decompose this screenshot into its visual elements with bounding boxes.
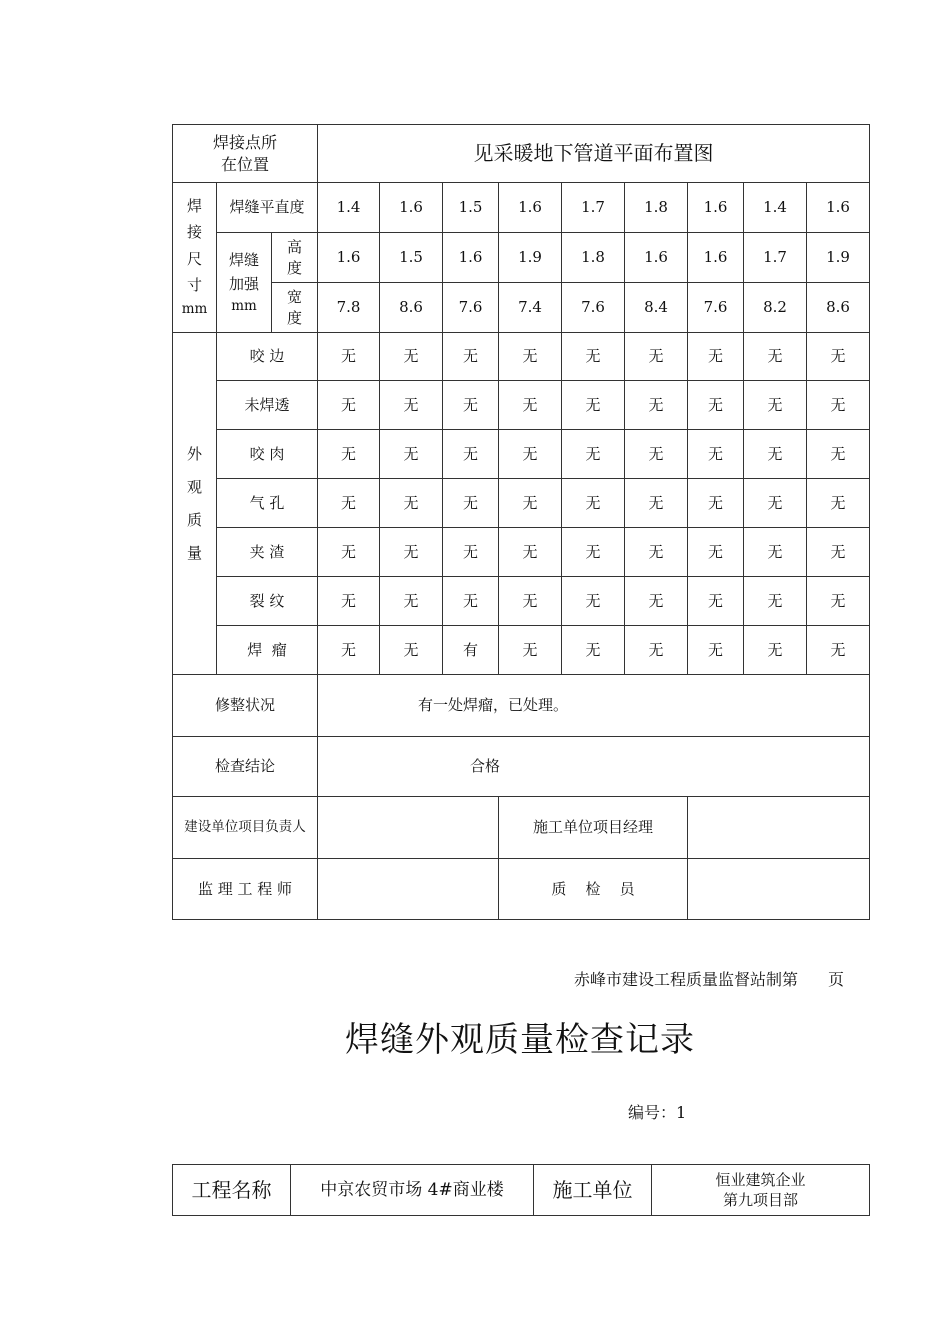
width-value: 7.4 (499, 283, 562, 333)
defect-value: 无 (443, 430, 499, 479)
flatness-value: 1.6 (688, 183, 744, 233)
height-value: 1.8 (562, 233, 625, 283)
width-value: 7.8 (318, 283, 380, 333)
defect-value: 无 (625, 479, 688, 528)
defect-value: 无 (318, 577, 380, 626)
defect-value: 无 (744, 381, 807, 430)
document-title: 焊缝外观质量检查记录 (345, 1020, 695, 1060)
defect-value: 无 (625, 577, 688, 626)
defect-value: 无 (562, 528, 625, 577)
defect-value: 无 (562, 577, 625, 626)
flatness-value: 1.7 (562, 183, 625, 233)
conclusion-label: 检查结论 (173, 737, 318, 797)
width-value: 7.6 (562, 283, 625, 333)
defect-value: 无 (625, 528, 688, 577)
defect-value: 无 (807, 577, 870, 626)
defect-value: 无 (443, 479, 499, 528)
defect-value: 无 (380, 479, 443, 528)
defect-value: 无 (744, 626, 807, 675)
defect-value: 无 (744, 430, 807, 479)
defect-value: 无 (499, 479, 562, 528)
project-info-table (172, 1164, 870, 1216)
defect-value: 无 (380, 430, 443, 479)
width-value: 8.2 (744, 283, 807, 333)
defect-label: 咬 肉 (217, 430, 318, 479)
defect-value: 无 (443, 381, 499, 430)
defect-value: 无 (499, 430, 562, 479)
flatness-value: 1.6 (499, 183, 562, 233)
defect-value: 无 (807, 430, 870, 479)
defect-value: 无 (562, 430, 625, 479)
defect-value: 无 (499, 333, 562, 381)
height-value: 1.5 (380, 233, 443, 283)
defect-label: 咬 边 (217, 333, 318, 381)
height-value: 1.6 (688, 233, 744, 283)
flatness-value: 1.6 (807, 183, 870, 233)
defect-value: 无 (807, 626, 870, 675)
height-value: 1.7 (744, 233, 807, 283)
flatness-value: 1.6 (380, 183, 443, 233)
defect-value: 无 (318, 430, 380, 479)
defect-value: 无 (499, 528, 562, 577)
defect-value: 无 (443, 528, 499, 577)
contractor-signature-label: 施工单位项目经理 (499, 797, 688, 859)
defect-value: 无 (443, 577, 499, 626)
construction-unit-value: 恒业建筑企业 第九项目部 (652, 1165, 870, 1216)
defect-value: 无 (625, 381, 688, 430)
width-value: 7.6 (688, 283, 744, 333)
defect-label: 未焊透 (217, 381, 318, 430)
height-label: 高 度 (272, 233, 318, 283)
owner-signature-label: 建设单位项目负责人 (173, 797, 318, 859)
defect-value: 无 (318, 479, 380, 528)
issuer-footer: 赤峰市建设工程质量监督站制第 页 (573, 970, 844, 989)
defect-value: 无 (625, 430, 688, 479)
supervisor-signature-field (318, 859, 499, 920)
conclusion-value: 合格 (318, 737, 870, 797)
project-name-label: 工程名称 (173, 1165, 291, 1216)
flatness-value: 1.4 (318, 183, 380, 233)
defect-label: 气 孔 (217, 479, 318, 528)
height-value: 1.9 (499, 233, 562, 283)
defect-value: 无 (380, 333, 443, 381)
width-value: 7.6 (443, 283, 499, 333)
flatness-label: 焊缝平直度 (217, 183, 318, 233)
defect-value: 无 (744, 479, 807, 528)
weld-record-table (172, 124, 870, 920)
project-name-value: 中京农贸市场 4#商业楼 (291, 1165, 534, 1216)
defect-value: 无 (688, 577, 744, 626)
defect-label: 焊 瘤 (217, 626, 318, 675)
location-label: 焊接点所 在位置 (173, 125, 318, 183)
flatness-value: 1.4 (744, 183, 807, 233)
defect-value: 无 (318, 528, 380, 577)
defect-value: 无 (499, 626, 562, 675)
defect-value: 无 (807, 381, 870, 430)
defect-value: 无 (688, 333, 744, 381)
defect-value: 无 (625, 333, 688, 381)
owner-signature-field (318, 797, 499, 859)
defect-value: 无 (318, 381, 380, 430)
width-label: 宽 度 (272, 283, 318, 333)
inspector-signature-field (688, 859, 870, 920)
flatness-value: 1.8 (625, 183, 688, 233)
defect-value: 无 (807, 479, 870, 528)
defect-value: 无 (318, 333, 380, 381)
defect-value: 无 (380, 381, 443, 430)
width-value: 8.6 (380, 283, 443, 333)
defect-value: 无 (443, 333, 499, 381)
repair-label: 修整状况 (173, 675, 318, 737)
height-value: 1.6 (318, 233, 380, 283)
defect-value: 无 (744, 528, 807, 577)
height-value: 1.6 (625, 233, 688, 283)
defect-value: 无 (807, 528, 870, 577)
appearance-section-label: 外 观 质 量 (173, 333, 217, 675)
defect-value: 无 (744, 577, 807, 626)
defect-value: 无 (688, 479, 744, 528)
width-value: 8.6 (807, 283, 870, 333)
defect-value: 无 (380, 528, 443, 577)
defect-value: 无 (744, 333, 807, 381)
defect-value: 无 (688, 430, 744, 479)
defect-value: 无 (688, 381, 744, 430)
location-value: 见采暖地下管道平面布置图 (318, 125, 870, 183)
defect-value: 无 (499, 381, 562, 430)
defect-value: 无 (625, 626, 688, 675)
defect-value: 无 (499, 577, 562, 626)
defect-value: 无 (562, 479, 625, 528)
size-section-label: 焊 接 尺 寸 mm (173, 183, 217, 333)
height-value: 1.9 (807, 233, 870, 283)
construction-unit-label: 施工单位 (534, 1165, 652, 1216)
defect-value: 无 (688, 626, 744, 675)
height-value: 1.6 (443, 233, 499, 283)
defect-value: 无 (562, 381, 625, 430)
defect-value: 无 (380, 626, 443, 675)
repair-value: 有一处焊瘤，已处理。 (318, 675, 870, 737)
width-value: 8.4 (625, 283, 688, 333)
defect-value: 无 (807, 333, 870, 381)
defect-value: 无 (688, 528, 744, 577)
inspector-signature-label: 质 检 员 (499, 859, 688, 920)
defect-label: 裂 纹 (217, 577, 318, 626)
defect-value: 无 (562, 626, 625, 675)
defect-label: 夹 渣 (217, 528, 318, 577)
serial-number: 编号：1 (628, 1103, 687, 1122)
supervisor-signature-label: 监 理 工 程 师 (173, 859, 318, 920)
defect-value: 无 (380, 577, 443, 626)
reinforce-label: 焊缝 加强 mm (217, 233, 272, 333)
flatness-value: 1.5 (443, 183, 499, 233)
defect-value: 无 (318, 626, 380, 675)
defect-value: 有 (443, 626, 499, 675)
contractor-signature-field (688, 797, 870, 859)
defect-value: 无 (562, 333, 625, 381)
